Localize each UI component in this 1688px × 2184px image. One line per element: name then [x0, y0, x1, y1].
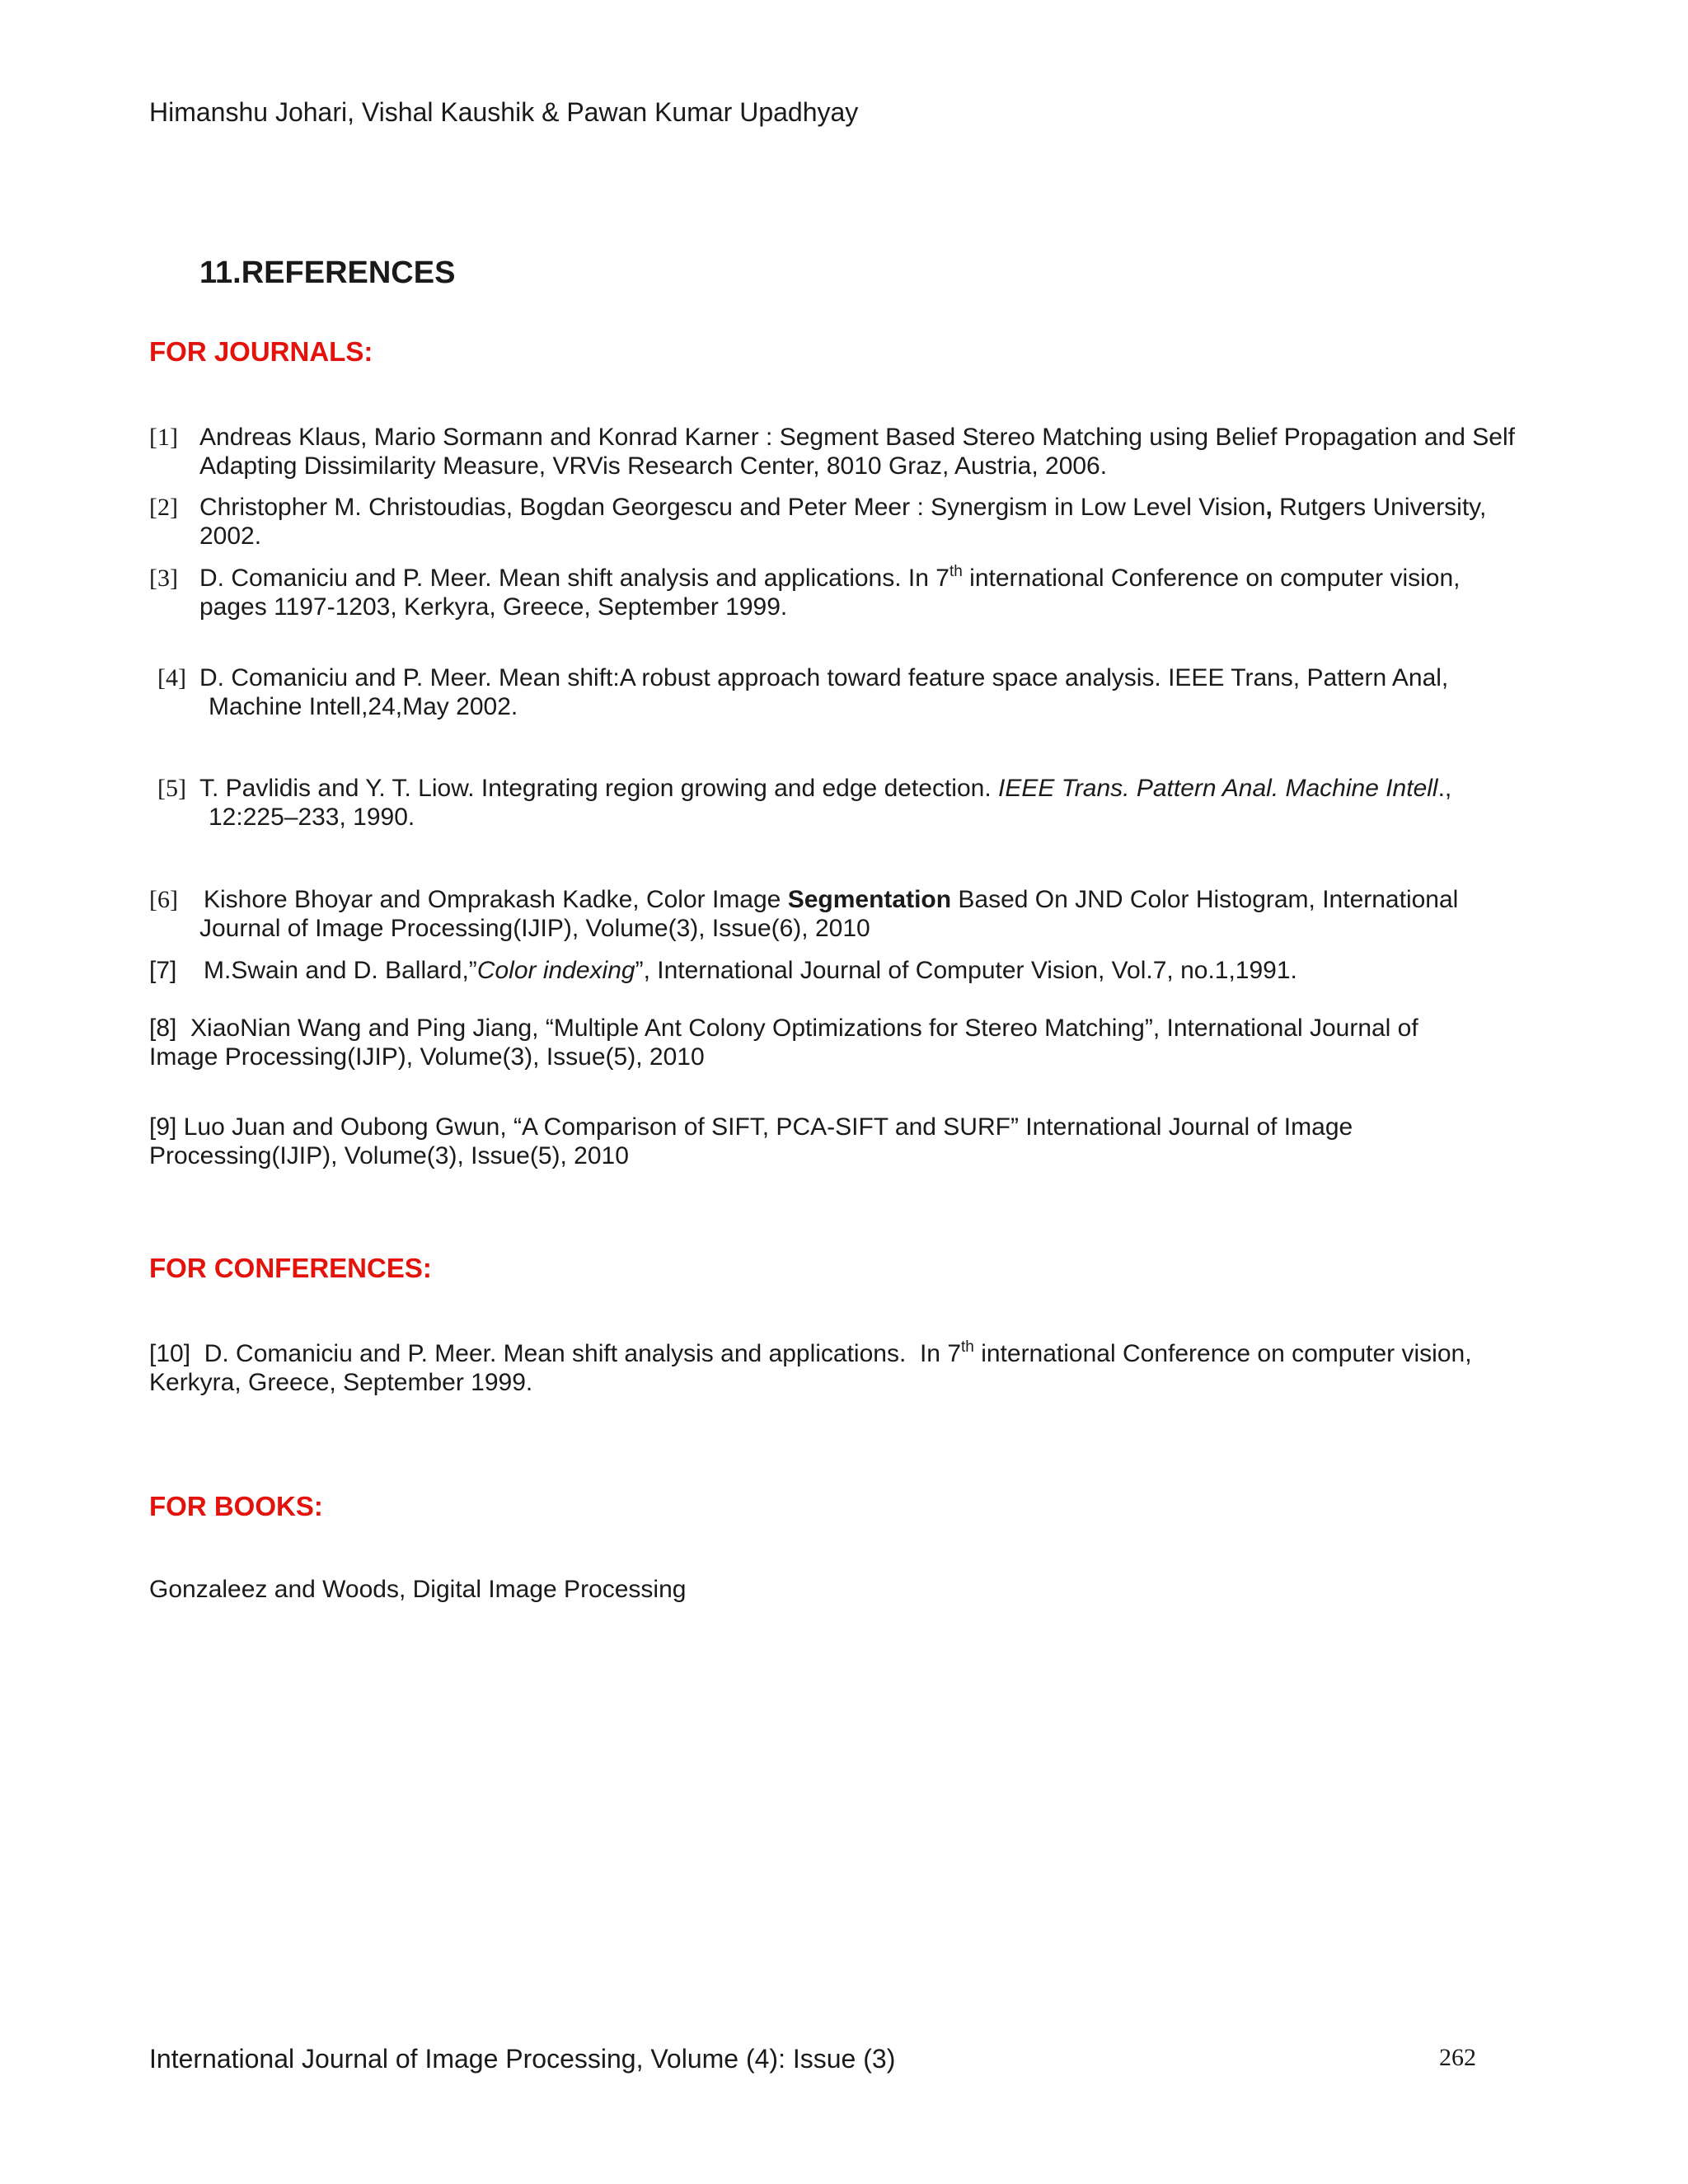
reference-number: [5] — [157, 775, 186, 802]
superscript: th — [949, 563, 963, 580]
reference-text: ., — [1437, 775, 1452, 802]
reference-text: M.Swain and D. Ballard,” — [204, 957, 477, 984]
reference-4 — [149, 663, 1550, 721]
reference-number: [9] — [149, 1113, 177, 1141]
reference-text: D. Comaniciu and P. Meer. Mean shift analysis and applications. In 7 — [190, 1340, 961, 1367]
reference-text: Color indexing — [476, 957, 635, 984]
reference-text: T. Pavlidis and Y. T. Liow. Integrating region growing and edge detection. — [199, 775, 998, 802]
reference-text: 12:225–233, 1990. — [209, 804, 415, 831]
reference-text: Based On JND Color Histogram, International — [951, 886, 1459, 913]
reference-number: [3] — [149, 565, 178, 592]
book-entry: Gonzaleez and Woods, Digital Image Processing — [149, 1576, 687, 1603]
reference-text: D. Comaniciu and P. Meer. Mean shift:A robust approach toward feature space analysis. IEEE Trans, Pattern Anal, — [199, 664, 1449, 691]
running-header: Himanshu Johari, Vishal Kaushik & Pawan Kumar Upadhyay — [149, 97, 859, 127]
reference-text: pages 1197-1203, Kerkyra, Greece, September 1999. — [199, 593, 788, 621]
reference-3 — [149, 564, 1550, 621]
reference-2 — [149, 493, 1550, 551]
reference-number: [6] — [149, 886, 178, 913]
reference-text: 2002. — [199, 523, 262, 550]
superscript: th — [961, 1338, 974, 1356]
reference-1 — [149, 423, 1550, 480]
reference-text: , — [1265, 494, 1273, 521]
reference-text: Journal of Image Processing(IJIP), Volume(3), Issue(6), 2010 — [199, 915, 870, 942]
reference-text: D. Comaniciu and P. Meer. Mean shift analysis and applications. In 7 — [199, 565, 950, 592]
footer-journal: International Journal of Image Processing, Volume (4): Issue (3) — [149, 2044, 896, 2074]
books-heading: FOR BOOKS: — [149, 1491, 323, 1521]
reference-text: Kishore Bhoyar and Omprakash Kadke, Color Image — [204, 886, 788, 913]
journals-heading: FOR JOURNALS: — [149, 336, 373, 367]
reference-5 — [149, 774, 1550, 832]
reference-text: ”, International Journal of Computer Vision, Vol.7, no.1,1991. — [635, 957, 1297, 984]
reference-number: [1] — [149, 424, 178, 451]
reference-text: Processing(IJIP), Volume(3), Issue(5), 2010 — [149, 1142, 629, 1169]
reference-text: Rutgers University, — [1272, 494, 1487, 521]
reference-text: Image Processing(IJIP), Volume(3), Issue(5), 2010 — [149, 1043, 705, 1071]
reference-8 — [149, 1014, 1550, 1071]
reference-text: Segmentation — [787, 886, 952, 913]
reference-number: [8] — [149, 1015, 177, 1042]
reference-text: Adapting Dissimilarity Measure, VRVis Research Center, 8010 Graz, Austria, 2006. — [199, 452, 1108, 480]
reference-number: [7] — [149, 957, 177, 984]
reference-number: [4] — [157, 664, 186, 691]
reference-text: Kerkyra, Greece, September 1999. — [149, 1369, 533, 1396]
section-title: 11.REFERENCES — [199, 255, 456, 290]
reference-6 — [149, 885, 1550, 943]
reference-text: Luo Juan and Oubong Gwun, “A Comparison of SIFT, PCA-SIFT and SURF” International Journal of Image — [176, 1113, 1353, 1141]
reference-text: Andreas Klaus, Mario Sormann and Konrad Karner : Segment Based Stereo Matching using Belief Propagation and Self — [199, 424, 1515, 451]
conferences-heading: FOR CONFERENCES: — [149, 1253, 432, 1283]
reference-text: XiaoNian Wang and Ping Jiang, “Multiple Ant Colony Optimizations for Stereo Matching”, International Journal of — [176, 1015, 1418, 1042]
reference-text: international Conference on computer vision, — [973, 1340, 1472, 1367]
reference-9 — [149, 1113, 1550, 1170]
reference-text: Machine Intell,24,May 2002. — [209, 693, 518, 720]
reference-text: Christopher M. Christoudias, Bogdan Georgescu and Peter Meer : Synergism in Low Level Vision — [199, 494, 1266, 521]
reference-10 — [149, 1339, 1550, 1397]
reference-number: [10] — [149, 1340, 191, 1367]
reference-text: IEEE Trans. Pattern Anal. Machine Intell — [998, 775, 1438, 802]
reference-number: [2] — [149, 494, 178, 521]
page-number: 262 — [1439, 2044, 1476, 2071]
reference-text: international Conference on computer vision, — [962, 565, 1461, 592]
reference-7 — [149, 956, 1550, 985]
